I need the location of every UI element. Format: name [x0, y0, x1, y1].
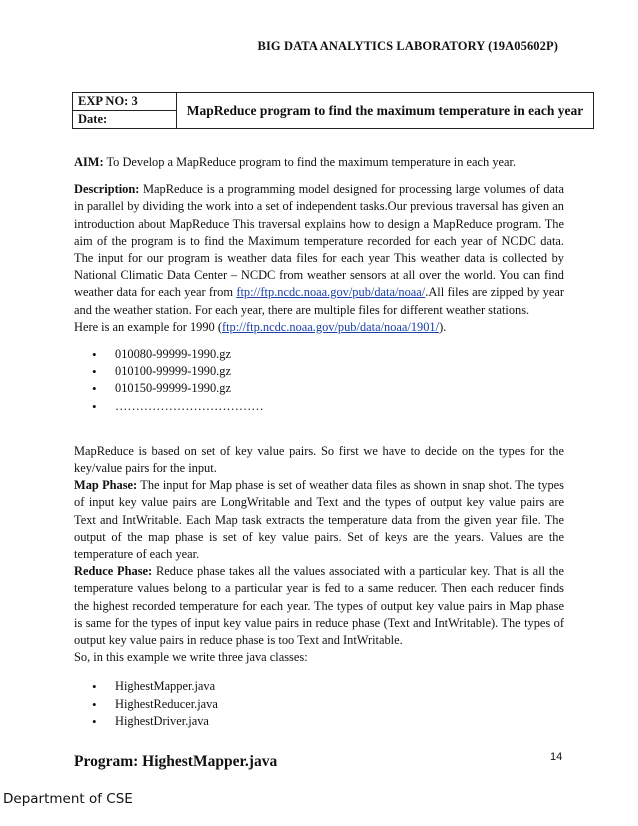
description-text-2: .All files are zipped by year and the weather station. For each year, there are multiple files for different weather stations.	[74, 285, 564, 317]
map-phase-paragraph	[74, 477, 564, 563]
example-prefix: Here is an example for 1990 (	[74, 319, 222, 334]
aim-text: To Develop a MapReduce program to find the maximum temperature in each year.	[103, 155, 517, 169]
example-suffix: ).	[439, 319, 447, 334]
footer-department: Department of CSE	[3, 791, 133, 807]
ncdc-ftp-link[interactable]: ftp://ftp.ncdc.noaa.gov/pub/data/noaa/	[236, 285, 426, 300]
list-item: • HighestReducer.java	[74, 696, 564, 713]
list-item: • 010080-99999-1990.gz	[74, 346, 564, 363]
list-item: • 010150-99999-1990.gz	[74, 380, 564, 397]
list-item: • 010100-99999-1990.gz	[74, 363, 564, 380]
weather-file-list	[74, 346, 564, 415]
java-class-list	[74, 678, 564, 730]
aim-label: AIM:	[74, 155, 104, 169]
reduce-phase-label: Reduce Phase:	[74, 564, 153, 579]
ncdc-1901-link[interactable]: ftp://ftp.ncdc.noaa.gov/pub/data/noaa/1901/	[221, 319, 440, 334]
aim-paragraph	[74, 154, 564, 171]
page-header-title: BIG DATA ANALYTICS LABORATORY (19A05602P)	[257, 39, 558, 53]
program-heading: Program: HighestMapper.java	[74, 753, 278, 771]
reduce-phase-text: Reduce phase takes all the values associated with a particular key. That is all the temperature values belong to a particular year is fed to a same reducer. Then each reducer finds the highest recorded temperature for each year. The types of output key value pairs in Map phase is same for the types of input key value pairs in reduce phase (Text and IntWritable). The types of output key value pairs in reduce phase is too Text and IntWritable.	[74, 564, 564, 648]
list-item: • HighestMapper.java	[74, 678, 564, 695]
experiment-meta-column	[73, 93, 177, 128]
reduce-phase-paragraph	[74, 563, 564, 649]
list-item: • ………………………………	[74, 398, 564, 415]
example-line	[74, 319, 564, 336]
map-phase-label: Map Phase:	[74, 478, 138, 493]
page-number: 14	[550, 751, 563, 763]
description-label: Description:	[74, 182, 140, 197]
description-text-1: MapReduce is a programming model designed for processing large volumes of data in parallel by dividing the work into a set of independent tasks.Our previous traversal has given an introduction about MapReduce This traversal explains how to design a MapReduce program. The aim of the program is to find the Maximum temperature recorded for each year of NCDC data. The input for our program is weather data files for each year This weather data is collected by National Climatic Data Center – NCDC from weather sensors at all over the world. You can find weather data for each year from	[74, 182, 564, 300]
experiment-title: MapReduce program to find the maximum temperature in each year	[186, 102, 584, 118]
document-body	[74, 154, 564, 772]
exp-date: Date:	[73, 110, 176, 128]
map-phase-text: The input for Map phase is set of weather data files as shown in snap shot. The types of input key value pairs are LongWritable and Text and the types of output key value pairs are Text and IntWritable. Each Map task extracts the temperature data from the given year file. The output of the map phase is set of key value pairs. Set of keys are the years. Values are the temperature of each year.	[74, 478, 564, 562]
list-item: • HighestDriver.java	[74, 713, 564, 730]
classes-intro: So, in this example we write three java classes:	[74, 650, 308, 665]
kv-intro-paragraph: MapReduce is based on set of key value pairs. So first we have to decide on the types for the key/value pairs for the input.	[74, 443, 564, 476]
description-paragraph	[74, 181, 564, 319]
exp-number: EXP NO: 3	[78, 94, 138, 108]
experiment-header-table	[72, 92, 594, 129]
